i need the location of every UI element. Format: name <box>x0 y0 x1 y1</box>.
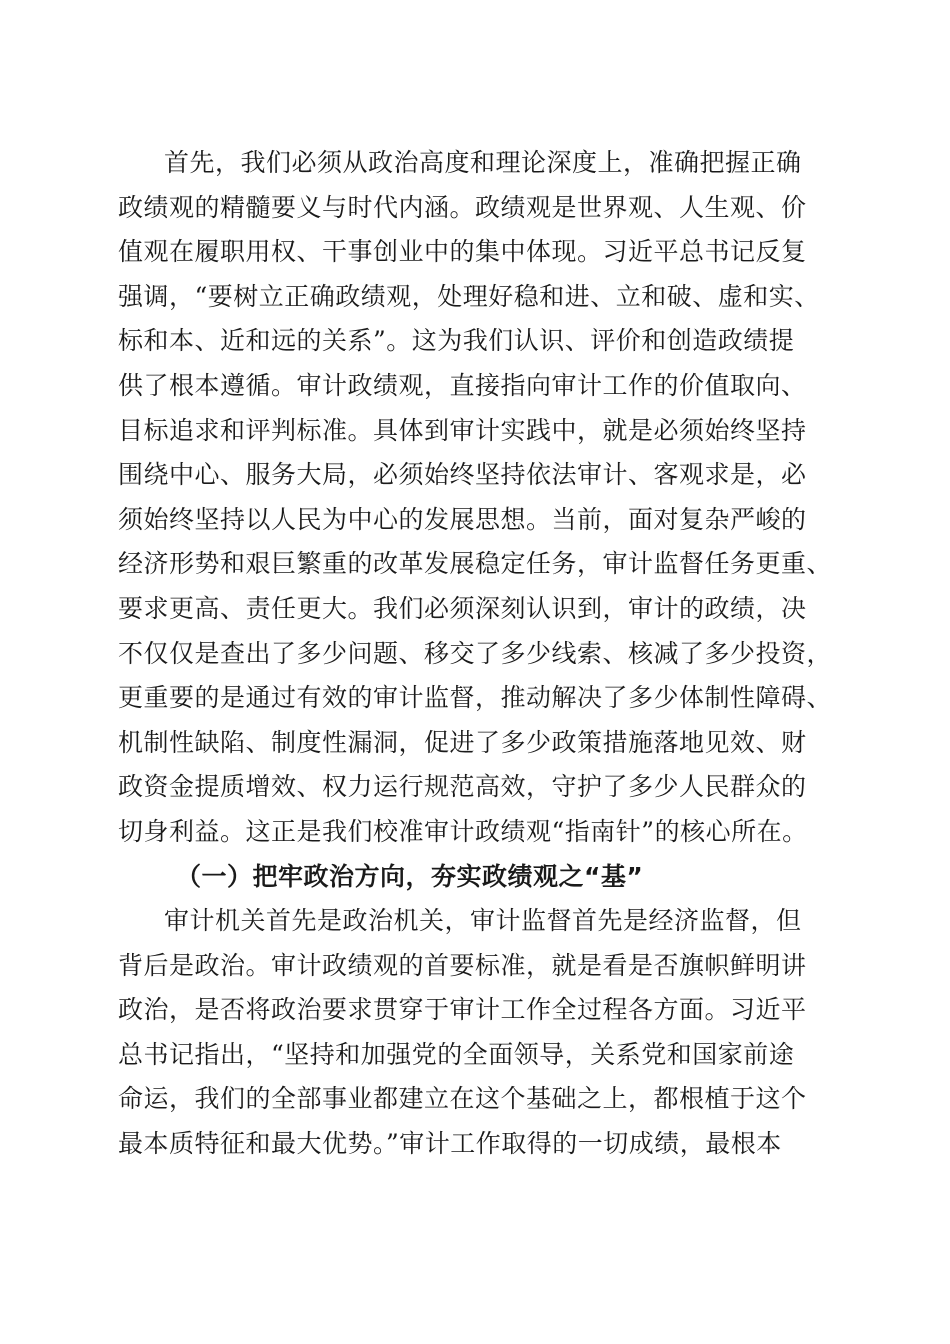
text-line: 经济形势和艰巨繁重的改革发展稳定任务，审计监督任务更重、 <box>118 549 833 579</box>
text-line: 更重要的是通过有效的审计监督，推动解决了多少体制性障碍、 <box>118 683 833 713</box>
text-line: 审计机关首先是政治机关，审计监督首先是经济监督，但 <box>164 906 802 936</box>
text-line: 政绩观的精髓要义与时代内涵。政绩观是世界观、人生观、价 <box>118 192 807 222</box>
text-line: 切身利益。这正是我们校准审计政绩观“指南针”的核心所在。 <box>118 816 808 846</box>
text-line: 围绕中心、服务大局，必须始终坚持依法审计、客观求是，必 <box>118 460 807 490</box>
paragraph-intro <box>118 141 838 855</box>
text-line: 总书记指出，“坚持和加强党的全面领导，关系党和国家前途 <box>118 1039 795 1069</box>
text-line: 强调，“要树立正确政绩观，处理好稳和进、立和破、虚和实、 <box>118 281 820 311</box>
text-line: 首先，我们必须从政治高度和理论深度上，准确把握正确 <box>164 148 802 177</box>
text-line: 背后是政治。审计政绩观的首要标准，就是看是否旗帜鲜明讲 <box>118 950 807 980</box>
text-line: 机制性缺陷、制度性漏洞，促进了多少政策措施落地见效、财 <box>118 727 807 757</box>
text-line: 供了根本遵循。审计政绩观，直接指向审计工作的价值取向、 <box>118 370 807 400</box>
text-line: 命运，我们的全部事业都建立在这个基础之上，都根植于这个 <box>118 1084 807 1114</box>
text-line: 须始终坚持以人民为中心的发展思想。当前，面对复杂严峻的 <box>118 504 807 534</box>
text-line: 标和本、近和远的关系”。这为我们认识、评价和创造政绩提 <box>118 326 795 356</box>
section-heading: （一）把牢政治方向，夯实政绩观之“基” <box>176 861 644 891</box>
text-line: 目标追求和评判标准。具体到审计实践中，就是必须始终坚持 <box>118 415 807 445</box>
text-line: 政治，是否将政治要求贯穿于审计工作全过程各方面。习近平 <box>118 995 807 1025</box>
text-line: 不仅仅是查出了多少问题、移交了多少线索、核减了多少投资， <box>118 638 833 668</box>
text-line: 最本质特征和最大优势。”审计工作取得的一切成绩，最根本 <box>118 1129 782 1159</box>
paragraph-political-direction <box>118 899 838 1167</box>
document-body <box>118 141 838 1167</box>
text-line: 值观在履职用权、干事创业中的集中体现。习近平总书记反复 <box>118 237 807 267</box>
text-line: 政资金提质增效、权力运行规范高效，守护了多少人民群众的 <box>118 772 807 802</box>
text-line: 要求更高、责任更大。我们必须深刻认识到，审计的政绩，决 <box>118 593 807 623</box>
